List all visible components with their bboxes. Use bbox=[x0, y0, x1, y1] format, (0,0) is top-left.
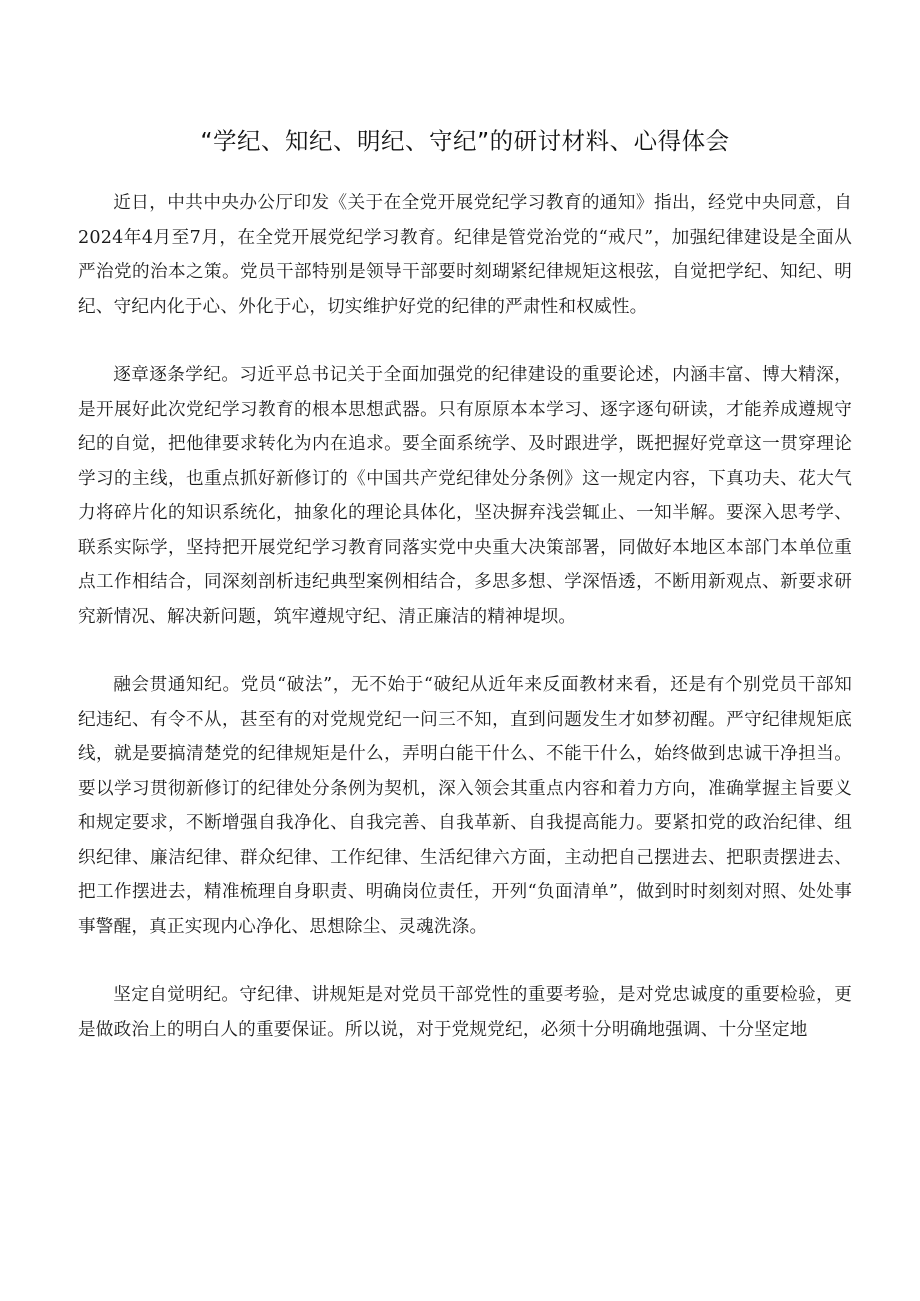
paragraph-intro: 近日，中共中央办公厅印发《关于在全党开展党纪学习教育的通知》指出，经党中央同意，自2024年4月至7月，在全党开展党纪学习教育。纪律是管党治党的“戒尺”，加强纪律建设是全面从严治党的治本之策。党员干部特别是领导干部要时刻瑚紧纪律规矩这根弦，自觉把学纪、知纪、明纪、守纪内化于心、外化于心，切实维护好党的纪律的严肃性和权威性。 bbox=[78, 193, 852, 317]
document-body bbox=[78, 186, 852, 1047]
paragraph-understand-discipline: 坚定自觉明纪。守纪律、讲规矩是对党员干部党性的重要考验，是对党忠诚度的重要检验，更是做政治上的明白人的重要保证。所以说，对于党规党纪，必须十分明确地强调、十分坚定地 bbox=[78, 985, 852, 1040]
paragraph-know-discipline: 融会贯通知纪。党员“破法”，无不始于“破纪从近年来反面教材来看，还是有个别党员干部知纪违纪、有令不从，甚至有的对党规党纪一问三不知，直到问题发生才如梦初醒。严守纪律规矩底线，就是要搞清楚党的纪律规矩是什么，弄明白能干什么、不能干什么，始终做到忠诚干净担当。要以学习贯彻新修订的纪律处分条例为契机，深入领会其重点内容和着力方向，准确掌握主旨要义和规定要求，不断增强自我净化、自我完善、自我革新、自我提高能力。要紧扣党的政治纪律、组织纪律、廉洁纪律、群众纪律、工作纪律、生活纪律六方面，主动把自己摆进去、把职责摆进去、把工作摆进去，精准梳理自身职责、明确岗位责任，开列“负面清单”，做到时时刻刻对照、处处事事警醒，真正实现内心净化、思想除尘、灵魂洗涤。 bbox=[78, 675, 852, 937]
document-title: “学纪、知纪、明纪、守纪”的研讨材料、心得体会 bbox=[200, 127, 730, 155]
paragraph-study-discipline: 逐章逐条学纪。习近平总书记关于全面加强党的纪律建设的重要论述，内涵丰富、博大精深，是开展好此次党纪学习教育的根本思想武器。只有原原本本学习、逐字逐句研读，才能养成遵规守纪的自觉，把他律要求转化为内在追求。要全面系统学、及时跟进学，既把握好党章这一贯穿理论学习的主线，也重点抓好新修订的《中国共产党纪律处分条例》这一规定内容，下真功夫、花大气力将碎片化的知识系统化，抽象化的理论具体化，坚决摒弃浅尝辄止、一知半解。要深入思考学、联系实际学，坚持把开展党纪学习教育同落实党中央重大决策部署，同做好本地区本部门本单位重点工作相结合，同深刻剖析违纪典型案例相结合，多思多想、学深悟透，不断用新观点、新要求研究新情况、解决新问题，筑牢遵规守纪、清正廉洁的精神堤坝。 bbox=[78, 365, 852, 627]
